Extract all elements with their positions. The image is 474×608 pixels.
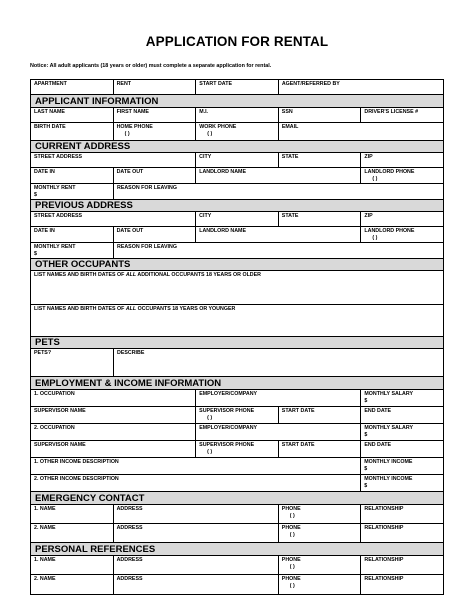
adult-occupants-label-end: ADDITIONAL OCCUPANTS 18 YEARS OR OLDER <box>136 272 261 278</box>
current-landlord-phone-label: LANDLORD PHONE <box>364 169 415 175</box>
apartment-label: APARTMENT <box>34 81 67 87</box>
ssn-field[interactable] <box>279 108 362 122</box>
emergency-name-2-label: 2. NAME <box>34 525 56 531</box>
occupation-2-row <box>31 424 443 441</box>
reference-relationship-1-field[interactable] <box>361 556 443 574</box>
other-income-1-field[interactable] <box>31 458 361 474</box>
emergency-phone-2-label: PHONE <box>281 525 301 531</box>
reference-relationship-2-field[interactable] <box>361 575 443 594</box>
reference-name-2-field[interactable] <box>31 575 114 594</box>
current-rent-row <box>31 184 443 200</box>
occupants-section-header: OTHER OCCUPANTS <box>31 259 443 271</box>
reference-name-1-label: 1. NAME <box>34 557 56 563</box>
applicant-section-header: APPLICANT INFORMATION <box>31 95 443 108</box>
current-address-section-header: CURRENT ADDRESS <box>31 141 443 153</box>
adult-occupants-label-start: LIST NAMES AND BIRTH DATES OF <box>34 272 126 278</box>
adult-occupants-label <box>34 272 440 279</box>
other-income-2-amount-label: MONTHLY INCOME <box>364 476 413 482</box>
current-state-field[interactable] <box>279 153 362 167</box>
previous-landlord-phone-label: LANDLORD PHONE <box>364 228 415 234</box>
drivers-license-label: DRIVER'S LICENSE # <box>364 109 419 115</box>
first-name-field[interactable] <box>114 108 197 122</box>
salary-2-dollar: $ <box>364 431 368 438</box>
end-date-2-field[interactable] <box>361 441 443 457</box>
emergency-2-row <box>31 524 443 543</box>
emergency-phone-2-field[interactable] <box>279 524 362 542</box>
current-zip-field[interactable] <box>361 153 443 167</box>
end-date-2-label: END DATE <box>364 442 392 448</box>
employment-section-header: EMPLOYMENT & INCOME INFORMATION <box>31 377 443 390</box>
previous-address-section-header: PREVIOUS ADDRESS <box>31 200 443 212</box>
current-monthly-rent-label: MONTHLY RENT <box>34 185 76 191</box>
employer-2-field[interactable] <box>196 424 361 440</box>
agent-label: AGENT/REFERRED BY <box>281 81 340 87</box>
previous-landlord-name-field[interactable] <box>196 227 361 242</box>
work-phone-label: WORK PHONE <box>199 124 237 130</box>
emergency-relationship-1-field[interactable] <box>361 505 443 523</box>
applicant-name-row <box>31 108 443 123</box>
supervisor-1-field[interactable] <box>31 407 196 423</box>
reference-address-2-label: ADDRESS <box>116 576 143 582</box>
other-income-1-row <box>31 458 443 475</box>
salary-2-label: MONTHLY SALARY <box>364 425 414 431</box>
emergency-relationship-2-field[interactable] <box>361 524 443 542</box>
pets-section-header: PETS <box>31 337 443 349</box>
previous-date-out-field[interactable] <box>114 227 197 242</box>
start-date-label: START DATE <box>199 81 232 87</box>
salary-1-field[interactable] <box>361 390 443 406</box>
reference-address-1-label: ADDRESS <box>116 557 143 563</box>
occupation-2-label: 2. OCCUPATION <box>34 425 75 431</box>
emergency-address-1-label: ADDRESS <box>116 506 143 512</box>
other-income-2-row <box>31 475 443 492</box>
previous-reason-field[interactable] <box>114 243 443 258</box>
notice-text: Notice: All adult applicants (18 years or older) must complete a separate application for rental. <box>30 63 272 69</box>
supervisor-1-row <box>31 407 443 424</box>
emergency-address-2-label: ADDRESS <box>116 525 143 531</box>
minor-occupants-label-start: LIST NAMES AND BIRTH DATES OF <box>34 306 126 312</box>
previous-rent-row <box>31 243 443 259</box>
previous-street-field[interactable] <box>31 212 196 226</box>
salary-1-label: MONTHLY SALARY <box>364 391 414 397</box>
supervisor-phone-1-field[interactable] <box>196 407 279 423</box>
reference-phone-1-field[interactable] <box>279 556 362 574</box>
other-income-2-label: 2. OTHER INCOME DESCRIPTION <box>34 476 119 482</box>
current-state-label: STATE <box>281 154 299 160</box>
previous-street-label: STREET ADDRESS <box>34 213 83 219</box>
mi-field[interactable] <box>196 108 279 122</box>
employer-2-label: EMPLOYER/COMPANY <box>199 425 258 431</box>
email-label: EMAIL <box>281 124 299 130</box>
reference-relationship-1-label: RELATIONSHIP <box>364 557 404 563</box>
emergency-address-1-field[interactable] <box>114 505 279 523</box>
birth-date-label: BIRTH DATE <box>34 124 66 130</box>
minor-occupants-row <box>31 305 443 337</box>
reference-address-1-field[interactable] <box>114 556 279 574</box>
previous-monthly-rent-field[interactable] <box>31 243 114 258</box>
reference-address-2-field[interactable] <box>114 575 279 594</box>
supervisor-phone-2-field[interactable] <box>196 441 279 457</box>
ssn-label: SSN <box>281 109 293 115</box>
previous-date-out-label: DATE OUT <box>116 228 144 234</box>
current-date-in-field[interactable] <box>31 168 114 183</box>
current-rent-dollar: $ <box>34 191 37 198</box>
previous-monthly-rent-label: MONTHLY RENT <box>34 244 76 250</box>
previous-state-label: STATE <box>281 213 299 219</box>
employer-1-field[interactable] <box>196 390 361 406</box>
occupation-1-row <box>31 390 443 407</box>
last-name-label: LAST NAME <box>34 109 65 115</box>
other-income-2-amount-field[interactable] <box>361 475 443 491</box>
start-date-1-field[interactable] <box>279 407 362 423</box>
emergency-name-1-field[interactable] <box>31 505 114 523</box>
supervisor-1-label: SUPERVISOR NAME <box>34 408 86 414</box>
emergency-name-2-field[interactable] <box>31 524 114 542</box>
previous-date-in-label: DATE IN <box>34 228 55 234</box>
start-date-field[interactable] <box>196 80 279 94</box>
current-date-out-label: DATE OUT <box>116 169 144 175</box>
reference-phone-2-parens: ( ) <box>289 582 295 589</box>
current-street-field[interactable] <box>31 153 196 167</box>
current-landlord-name-field[interactable] <box>196 168 361 183</box>
current-zip-label: ZIP <box>364 154 373 160</box>
salary-2-field[interactable] <box>361 424 443 440</box>
first-name-label: FIRST NAME <box>116 109 149 115</box>
reference-name-1-field[interactable] <box>31 556 114 574</box>
emergency-phone-1-field[interactable] <box>279 505 362 523</box>
supervisor-phone-1-label: SUPERVISOR PHONE <box>199 408 255 414</box>
current-street-label: STREET ADDRESS <box>34 154 83 160</box>
emergency-phone-1-label: PHONE <box>281 506 301 512</box>
applicant-contact-row <box>31 123 443 141</box>
reference-relationship-2-label: RELATIONSHIP <box>364 576 404 582</box>
end-date-1-field[interactable] <box>361 407 443 423</box>
apartment-field[interactable] <box>31 80 114 94</box>
employer-1-label: EMPLOYER/COMPANY <box>199 391 258 397</box>
pets-question-label: PETS? <box>34 350 52 356</box>
birth-date-field[interactable] <box>31 123 114 140</box>
emergency-relationship-1-label: RELATIONSHIP <box>364 506 404 512</box>
rent-label: RENT <box>116 81 132 87</box>
last-name-field[interactable] <box>31 108 114 122</box>
current-landlord-phone-parens: ( ) <box>372 175 378 182</box>
supervisor-2-label: SUPERVISOR NAME <box>34 442 86 448</box>
rent-field[interactable] <box>114 80 197 94</box>
email-field[interactable] <box>279 123 443 140</box>
pets-question-field[interactable] <box>31 349 114 376</box>
emergency-relationship-2-label: RELATIONSHIP <box>364 525 404 531</box>
previous-landlord-phone-parens: ( ) <box>372 234 378 241</box>
mi-label: M.I. <box>199 109 209 115</box>
occupation-1-label: 1. OCCUPATION <box>34 391 75 397</box>
previous-zip-label: ZIP <box>364 213 373 219</box>
drivers-license-field[interactable] <box>361 108 443 122</box>
emergency-section-header: EMERGENCY CONTACT <box>31 492 443 505</box>
reference-phone-1-label: PHONE <box>281 557 301 563</box>
previous-street-row <box>31 212 443 227</box>
previous-landlord-name-label: LANDLORD NAME <box>199 228 247 234</box>
previous-zip-field[interactable] <box>361 212 443 226</box>
agent-field[interactable] <box>279 80 443 94</box>
pets-describe-field[interactable] <box>114 349 443 376</box>
reference-1-row <box>31 556 443 575</box>
emergency-address-2-field[interactable] <box>114 524 279 542</box>
other-income-1-amount-label: MONTHLY INCOME <box>364 459 413 465</box>
work-phone-field[interactable] <box>196 123 279 140</box>
current-dates-row <box>31 168 443 184</box>
occupation-2-field[interactable] <box>31 424 196 440</box>
current-date-out-field[interactable] <box>114 168 197 183</box>
current-monthly-rent-field[interactable] <box>31 184 114 199</box>
other-income-2-field[interactable] <box>31 475 361 491</box>
reference-2-row <box>31 575 443 594</box>
current-landlord-name-label: LANDLORD NAME <box>199 169 247 175</box>
occupation-1-field[interactable] <box>31 390 196 406</box>
previous-city-label: CITY <box>199 213 212 219</box>
minor-occupants-label-end: OCCUPANTS 18 YEARS OR YOUNGER <box>136 306 236 312</box>
previous-date-in-field[interactable] <box>31 227 114 242</box>
reference-name-2-label: 2. NAME <box>34 576 56 582</box>
other-income-1-dollar: $ <box>364 465 368 472</box>
current-city-label: CITY <box>199 154 212 160</box>
start-date-2-label: START DATE <box>281 442 315 448</box>
supervisor-phone-1-parens: ( ) <box>207 414 213 421</box>
minor-occupants-label <box>34 306 440 313</box>
other-income-1-label: 1. OTHER INCOME DESCRIPTION <box>34 459 119 465</box>
adult-occupants-row <box>31 271 443 305</box>
current-reason-field[interactable] <box>114 184 443 199</box>
previous-landlord-phone-field[interactable] <box>361 227 443 242</box>
home-phone-label: HOME PHONE <box>116 124 153 130</box>
minor-occupants-field[interactable] <box>31 305 443 336</box>
previous-reason-label: REASON FOR LEAVING <box>117 244 177 250</box>
current-city-field[interactable] <box>196 153 279 167</box>
current-date-in-label: DATE IN <box>34 169 55 175</box>
adult-occupants-label-emphasis: ALL <box>125 272 137 278</box>
home-phone-parens: ( ) <box>124 130 130 137</box>
emergency-1-row <box>31 505 443 524</box>
pets-describe-label: DESCRIBE <box>117 350 145 356</box>
references-section-header: PERSONAL REFERENCES <box>31 543 443 556</box>
start-date-1-label: START DATE <box>281 408 315 414</box>
top-row <box>31 80 443 95</box>
supervisor-2-field[interactable] <box>31 441 196 457</box>
pets-row <box>31 349 443 377</box>
supervisor-phone-2-label: SUPERVISOR PHONE <box>199 442 255 448</box>
supervisor-phone-2-parens: ( ) <box>207 448 213 455</box>
previous-city-field[interactable] <box>196 212 279 226</box>
end-date-1-label: END DATE <box>364 408 392 414</box>
salary-1-dollar: $ <box>364 397 368 404</box>
minor-occupants-label-emphasis: ALL <box>125 306 137 312</box>
other-income-2-dollar: $ <box>364 482 368 489</box>
supervisor-2-row <box>31 441 443 458</box>
previous-rent-dollar: $ <box>34 250 37 257</box>
current-reason-label: REASON FOR LEAVING <box>117 185 177 191</box>
page-title: APPLICATION FOR RENTAL <box>145 34 329 49</box>
home-phone-field[interactable] <box>114 123 197 140</box>
reference-phone-2-field[interactable] <box>279 575 362 594</box>
current-landlord-phone-field[interactable] <box>361 168 443 183</box>
work-phone-parens: ( ) <box>207 130 213 137</box>
previous-dates-row <box>31 227 443 243</box>
emergency-name-1-label: 1. NAME <box>34 506 56 512</box>
rental-application-form <box>30 79 444 595</box>
adult-occupants-field[interactable] <box>31 271 443 304</box>
other-income-1-amount-field[interactable] <box>361 458 443 474</box>
current-street-row <box>31 153 443 168</box>
start-date-2-field[interactable] <box>279 441 362 457</box>
reference-phone-2-label: PHONE <box>281 576 301 582</box>
emergency-phone-1-parens: ( ) <box>289 512 295 519</box>
emergency-phone-2-parens: ( ) <box>289 531 295 538</box>
previous-state-field[interactable] <box>279 212 362 226</box>
reference-phone-1-parens: ( ) <box>289 563 295 570</box>
